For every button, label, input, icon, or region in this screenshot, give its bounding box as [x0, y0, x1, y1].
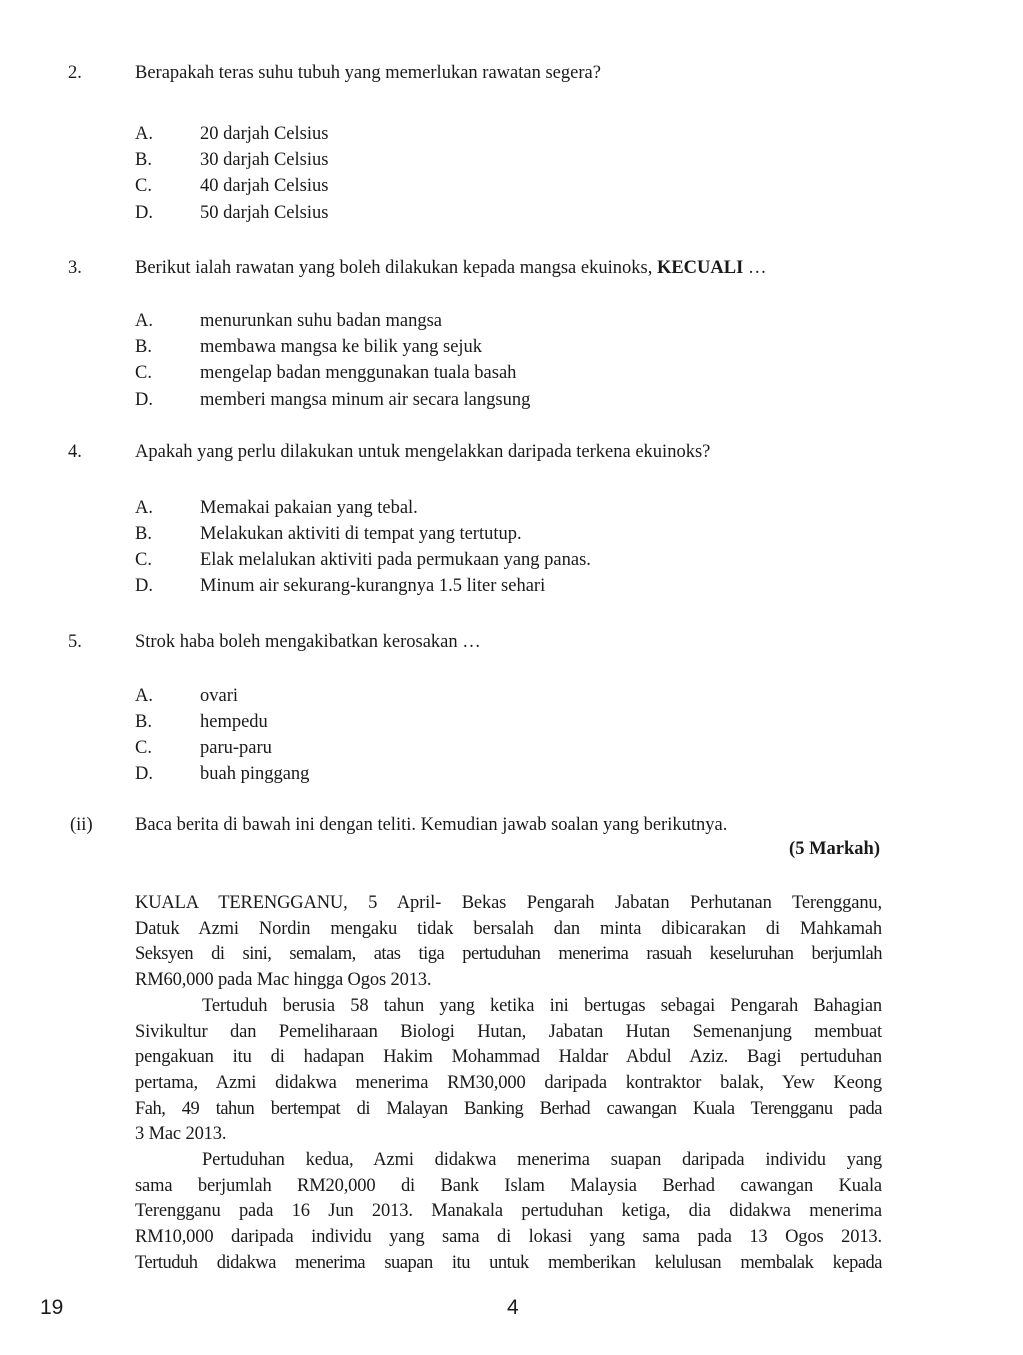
option-letter: C.	[135, 176, 152, 196]
article-line: KUALA TERENGGANU, 5 April- Bekas Pengarah Jabatan Perhutanan Terengganu,	[135, 893, 882, 913]
article-line: pengakuan itu di hadapan Hakim Mohammad Haldar Abdul Aziz. Bagi pertuduhan	[135, 1047, 882, 1067]
option-text: Elak melalukan aktiviti pada permukaan yang panas.	[200, 550, 591, 570]
option-letter: C.	[135, 738, 152, 758]
option-letter: B.	[135, 337, 152, 357]
article-line: Terengganu pada 16 Jun 2013. Manakala pertuduhan ketiga, dia didakwa menerima	[135, 1201, 882, 1221]
option-text: 20 darjah Celsius	[200, 124, 329, 144]
page-number: 4	[507, 1296, 519, 1319]
option-text: memberi mangsa minum air secara langsung	[200, 390, 531, 410]
section-number: (ii)	[70, 815, 93, 835]
option-text: buah pinggang	[200, 764, 310, 784]
option-letter: C.	[135, 363, 152, 383]
option-text: Melakukan aktiviti di tempat yang tertutup.	[200, 524, 522, 544]
option-text: membawa mangsa ke bilik yang sejuk	[200, 337, 483, 357]
section-instruction: Baca berita di bawah ini dengan teliti. Kemudian jawab soalan yang berikutnya.	[135, 815, 728, 835]
question-number: 2.	[68, 63, 82, 83]
article-line: Seksyen di sini, semalam, atas tiga pertuduhan menerima rasuah keseluruhan berjumlah	[135, 944, 882, 964]
option-letter: A.	[135, 124, 153, 144]
article-line: RM60,000 pada Mac hingga Ogos 2013.	[135, 970, 432, 990]
option-letter: A.	[135, 311, 153, 331]
option-letter: D.	[135, 390, 153, 410]
article-line: Tertuduh didakwa menerima suapan itu untuk memberikan kelulusan membalak kepada	[135, 1253, 882, 1273]
option-letter: B.	[135, 150, 152, 170]
article-line: Sivikultur dan Pemeliharaan Biologi Hutan, Jabatan Hutan Semenanjung membuat	[135, 1022, 882, 1042]
question-emphasis: KECUALI	[656, 258, 744, 278]
article-line: 3 Mac 2013.	[135, 1124, 227, 1144]
option-letter: B.	[135, 712, 152, 732]
question-number: 5.	[68, 632, 82, 652]
question-text: Apakah yang perlu dilakukan untuk mengelakkan daripada terkena ekuinoks?	[135, 442, 711, 462]
article-line: Tertuduh berusia 58 tahun yang ketika ini bertugas sebagai Pengarah Bahagian	[202, 996, 882, 1016]
question-number: 3.	[68, 258, 82, 278]
option-letter: A.	[135, 498, 153, 518]
article-line: sama berjumlah RM20,000 di Bank Islam Malaysia Berhad cawangan Kuala	[135, 1176, 882, 1196]
question-text: Berapakah teras suhu tubuh yang memerlukan rawatan segera?	[135, 63, 601, 83]
article-line: RM10,000 daripada individu yang sama di lokasi yang sama pada 13 Ogos 2013.	[135, 1227, 882, 1247]
option-text: mengelap badan menggunakan tuala basah	[200, 363, 517, 383]
option-text: Memakai pakaian yang tebal.	[200, 498, 418, 518]
option-text: 40 darjah Celsius	[200, 176, 329, 196]
question-text: Strok haba boleh mengakibatkan kerosakan …	[135, 632, 481, 652]
question-text: Berikut ialah rawatan yang boleh dilakukan kepada mangsa ekuinoks,	[135, 258, 653, 278]
question-number: 4.	[68, 442, 82, 462]
option-text: ovari	[200, 686, 239, 706]
article-line: Pertuduhan kedua, Azmi didakwa menerima suapan daripada individu yang	[202, 1150, 882, 1170]
question-text-row	[135, 257, 766, 279]
option-letter: C.	[135, 550, 152, 570]
option-letter: A.	[135, 686, 153, 706]
question-suffix: …	[747, 258, 767, 278]
option-text: menurunkan suhu badan mangsa	[200, 311, 442, 331]
option-letter: D.	[135, 576, 153, 596]
option-text: paru-paru	[200, 738, 272, 758]
article-line: pertama, Azmi didakwa menerima RM30,000 daripada kontraktor balak, Yew Keong	[135, 1073, 882, 1093]
option-letter: D.	[135, 764, 153, 784]
option-letter: B.	[135, 524, 152, 544]
section-marks: (5 Markah)	[789, 839, 880, 859]
option-letter: D.	[135, 203, 153, 223]
option-text: Minum air sekurang-kurangnya 1.5 liter sehari	[200, 576, 546, 596]
article-line: Fah, 49 tahun bertempat di Malayan Banking Berhad cawangan Kuala Terengganu pada	[135, 1099, 882, 1119]
option-text: 50 darjah Celsius	[200, 203, 329, 223]
article-line: Datuk Azmi Nordin mengaku tidak bersalah dan minta dibicarakan di Mahkamah	[135, 919, 882, 939]
option-text: hempedu	[200, 712, 268, 732]
footer-left-number: 19	[40, 1296, 64, 1319]
option-text: 30 darjah Celsius	[200, 150, 329, 170]
